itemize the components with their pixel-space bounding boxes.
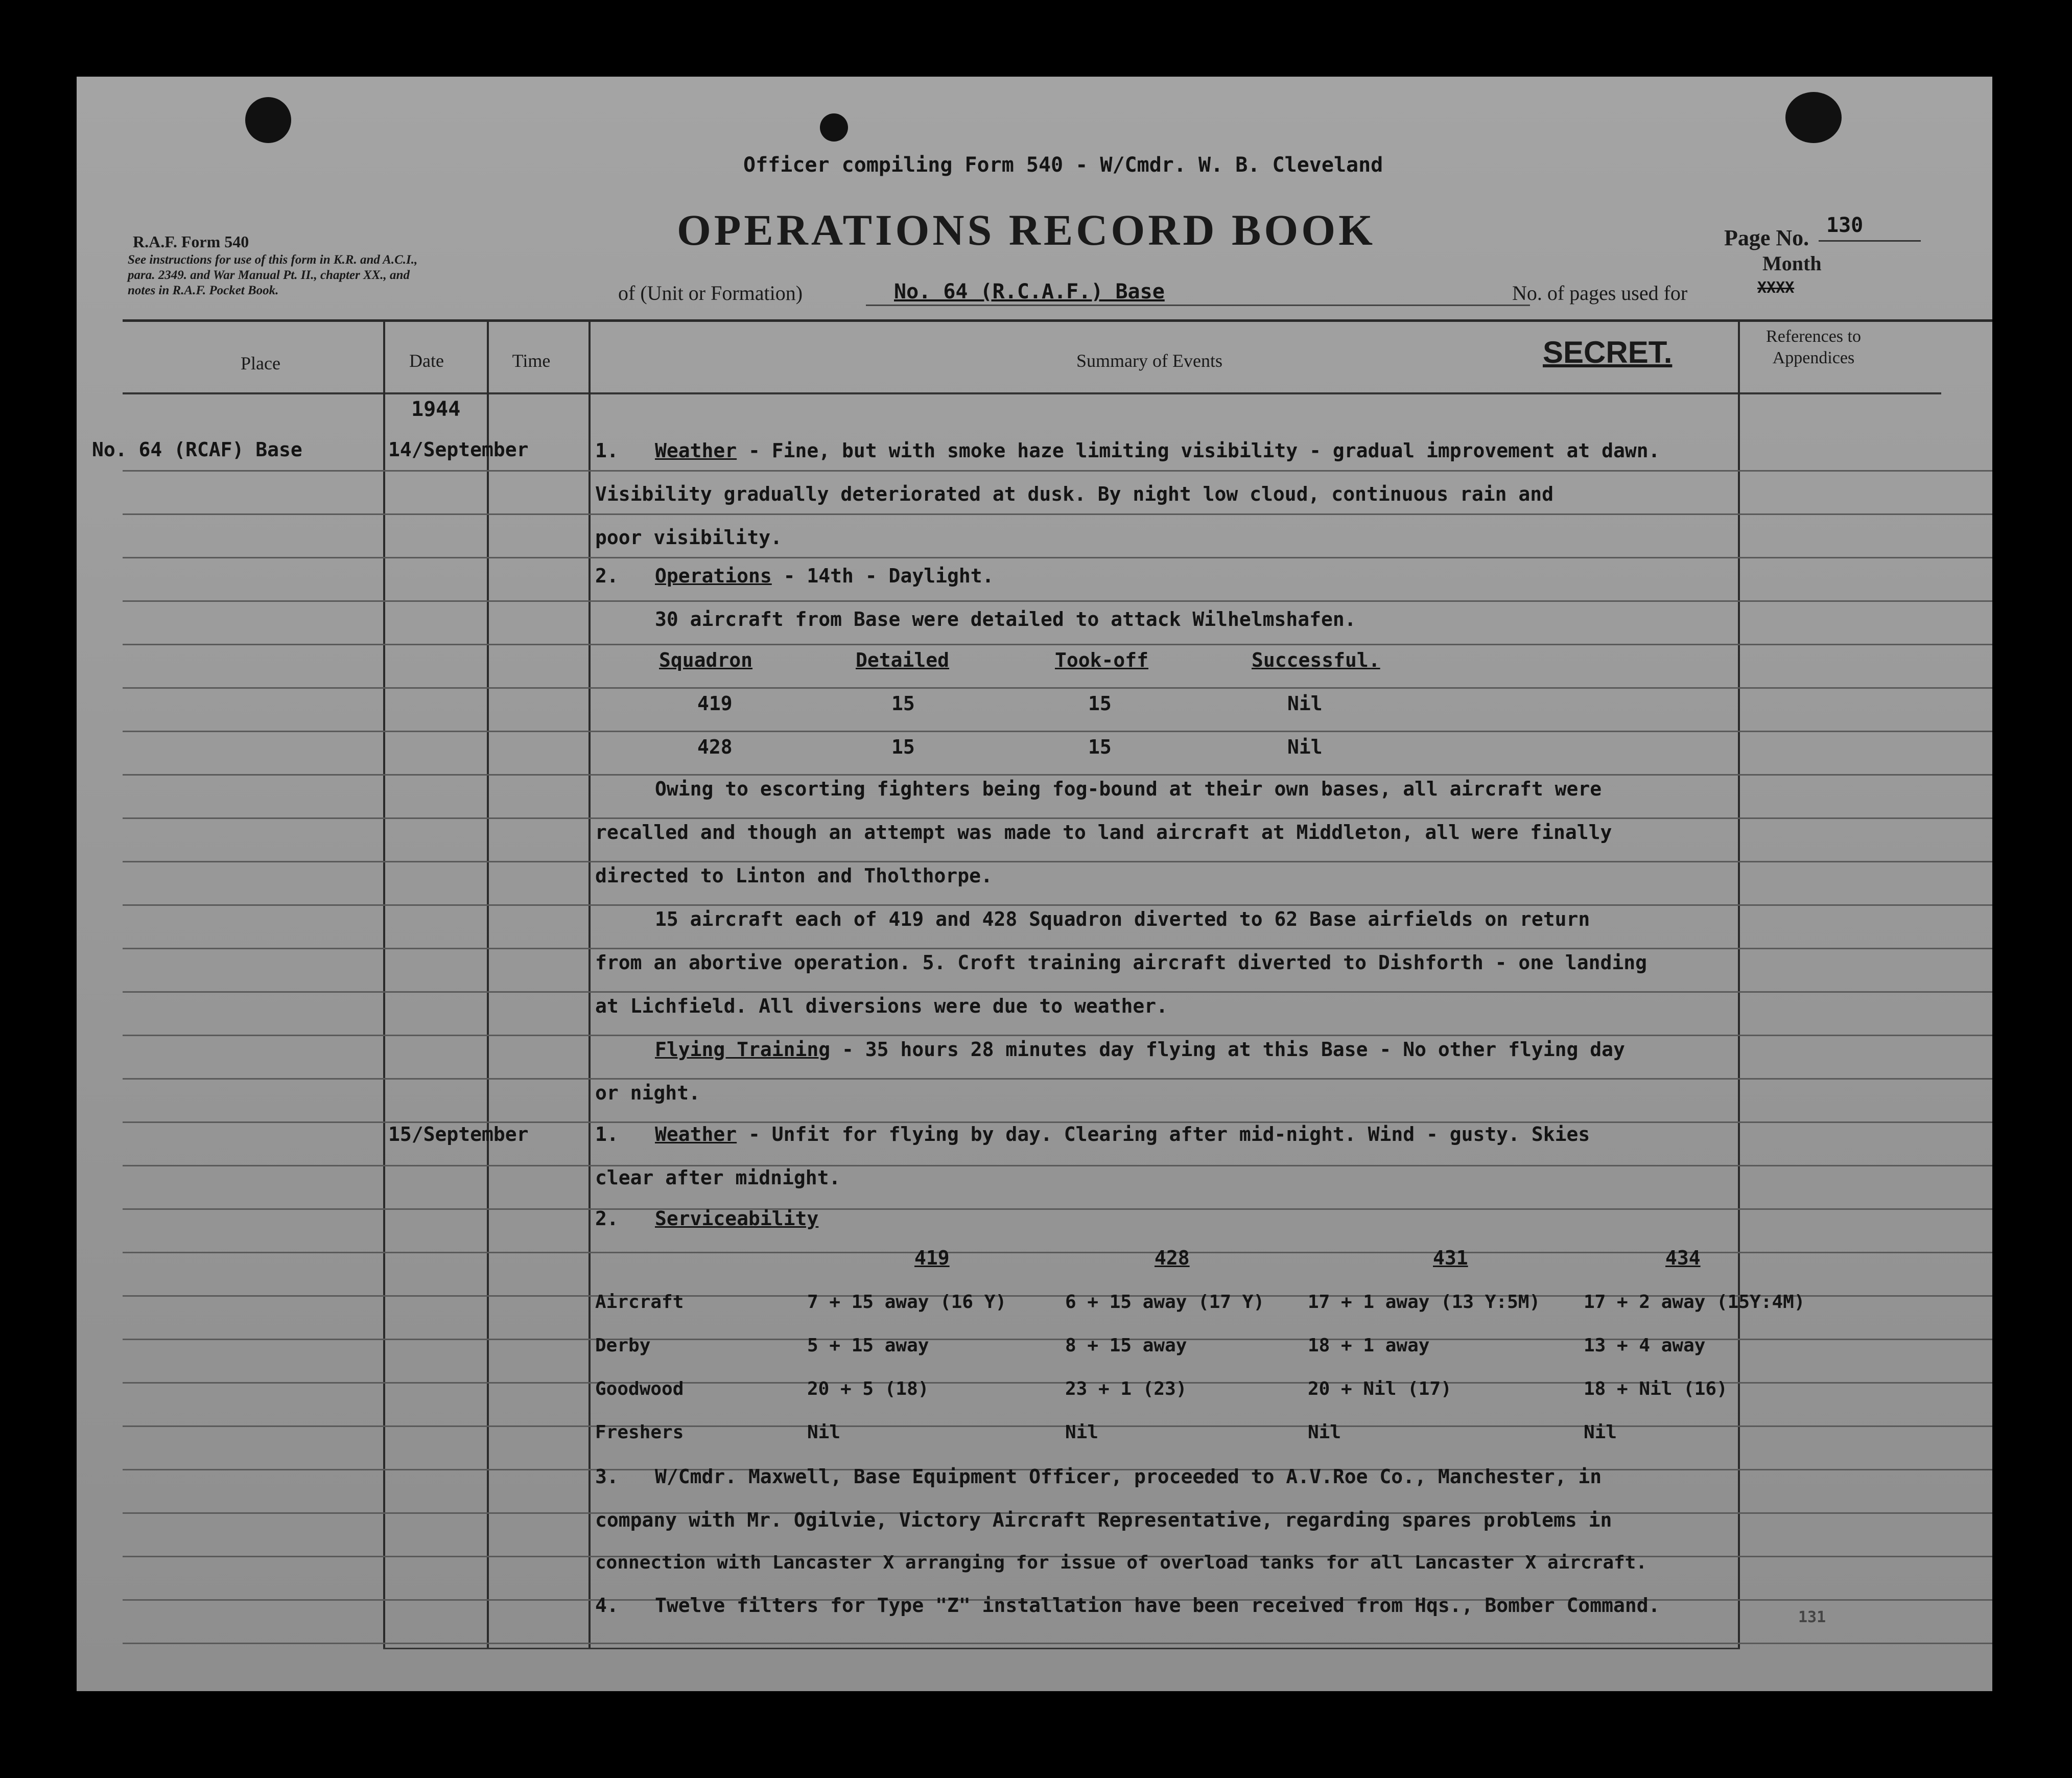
flying-training-line-b: or night. — [595, 1082, 700, 1104]
p2-line-e: directed to Linton and Tholthorpe. — [595, 864, 993, 887]
q1-line-a — [655, 1123, 1590, 1145]
p2-line-a — [655, 565, 994, 587]
q1-number: 1. — [595, 1123, 619, 1145]
q1-text-a: - Unfit for flying by day. Clearing after mid-night. Wind - gusty. Skies — [737, 1123, 1590, 1145]
unit-value: No. 64 (R.C.A.F.) Base — [894, 280, 1165, 303]
q1-heading: Weather — [655, 1123, 737, 1145]
binder-hole-left — [245, 97, 291, 143]
p1-number: 1. — [595, 439, 619, 462]
p1-line-b: Visibility gradually deteriorated at dusk. By night low cloud, continuous rain and — [595, 483, 1553, 505]
col-header-references: References to Appendices — [1766, 327, 1861, 367]
svc-row-goodwood-431: 20 + Nil (17) — [1308, 1378, 1452, 1399]
table-bottom-rule — [383, 1648, 1740, 1649]
page-no-label: Page No. — [1724, 225, 1809, 250]
p2-number: 2. — [595, 565, 619, 587]
page-no-underline — [1819, 240, 1921, 242]
svc-row-freshers-label: Freshers — [595, 1422, 684, 1443]
svc-row-aircraft-434: 17 + 2 away (15Y:4M) — [1584, 1292, 1805, 1313]
q1-line-b: clear after midnight. — [595, 1166, 841, 1189]
ops-row1-tookoff: 15 — [1088, 692, 1112, 715]
ops-header-squadron: Squadron — [659, 649, 753, 671]
svc-row-derby-419: 5 + 15 away — [807, 1335, 929, 1356]
q4-number: 4. — [595, 1594, 619, 1617]
p2-line-g: from an abortive operation. 5. Croft training aircraft diverted to Dishforth - one landing — [595, 951, 1647, 974]
ops-header-detailed: Detailed — [856, 649, 950, 671]
p2-line-f: 15 aircraft each of 419 and 428 Squadron diverted to 62 Base airfields on return — [655, 908, 1590, 930]
footer-page-number: 131 — [1798, 1608, 1826, 1626]
ops-row2-successful: Nil — [1287, 736, 1323, 758]
p1-line-a — [655, 439, 1660, 462]
svc-row-derby-label: Derby — [595, 1335, 651, 1356]
svc-row-derby-428: 8 + 15 away — [1065, 1335, 1187, 1356]
svc-row-goodwood-428: 23 + 1 (23) — [1065, 1378, 1187, 1399]
p2-line-h: at Lichfield. All diversions were due to weather. — [595, 995, 1168, 1017]
svc-row-goodwood-label: Goodwood — [595, 1378, 684, 1399]
ops-row2-squadron: 428 — [697, 736, 733, 758]
compiler-line: Officer compiling Form 540 - W/Cmdr. W. B. Cleveland — [743, 153, 1383, 177]
svc-row-aircraft-428: 6 + 15 away (17 Y) — [1065, 1292, 1265, 1313]
col-header-date: Date — [409, 350, 444, 371]
svc-row-freshers-431: Nil — [1308, 1422, 1341, 1443]
p2-heading: Operations — [655, 565, 772, 587]
header-bottom-rule — [123, 392, 1941, 394]
flying-training-text-a: - 35 hours 28 minutes day flying at this Base - No other flying day — [830, 1038, 1625, 1061]
form-name: R.A.F. Form 540 — [133, 232, 249, 251]
year: 1944 — [411, 397, 461, 421]
q2-heading: Serviceability — [655, 1207, 819, 1230]
svc-row-aircraft-431: 17 + 1 away (13 Y:5M) — [1308, 1292, 1541, 1313]
col-header-place: Place — [241, 353, 280, 373]
p1-heading: Weather — [655, 439, 737, 462]
ops-row2-tookoff: 15 — [1088, 736, 1112, 758]
p2-line-d: recalled and though an attempt was made to land aircraft at Middleton, all were finally — [595, 821, 1612, 844]
unit-label: of (Unit or Formation) — [618, 282, 803, 305]
binder-hole-right — [1785, 92, 1842, 143]
svc-header-434: 434 — [1665, 1247, 1701, 1269]
place-entry: No. 64 (RCAF) Base — [92, 438, 302, 461]
svc-row-derby-431: 18 + 1 away — [1308, 1335, 1430, 1356]
ops-row1-detailed: 15 — [891, 692, 915, 715]
p2-line-b: 30 aircraft from Base were detailed to attack Wilhelmshafen. — [655, 608, 1356, 630]
svc-row-goodwood-419: 20 + 5 (18) — [807, 1378, 929, 1399]
form-note-2: para. 2349. and War Manual Pt. II., chapter XX., and — [128, 268, 410, 282]
svc-row-derby-434: 13 + 4 away — [1584, 1335, 1706, 1356]
q4-line-a: Twelve filters for Type "Z" installation have been received from Hqs., Bomber Command. — [655, 1594, 1660, 1617]
form-note-3: notes in R.A.F. Pocket Book. — [128, 284, 279, 297]
p2-line-c: Owing to escorting fighters being fog-bound at their own bases, all aircraft were — [655, 778, 1602, 800]
ops-row1-squadron: 419 — [697, 692, 733, 715]
page-title: OPERATIONS RECORD BOOK — [677, 205, 1376, 254]
svc-row-freshers-428: Nil — [1065, 1422, 1099, 1443]
form-sheet — [77, 77, 1992, 1691]
svc-header-431: 431 — [1433, 1247, 1468, 1269]
ops-row2-detailed: 15 — [891, 736, 915, 758]
svc-row-aircraft-label: Aircraft — [595, 1292, 684, 1313]
p1-text-a: - Fine, but with smoke haze limiting visibility - gradual improvement at dawn. — [737, 439, 1660, 462]
secret-stamp: SECRET. — [1543, 335, 1673, 369]
col-header-summary: Summary of Events — [1076, 350, 1222, 371]
ops-header-tookoff: Took-off — [1055, 649, 1149, 671]
q3-number: 3. — [595, 1465, 619, 1488]
binder-hole-center — [820, 113, 848, 142]
table-top-rule — [123, 319, 1992, 322]
q3-line-a: W/Cmdr. Maxwell, Base Equipment Officer, proceeded to A.V.Roe Co., Manchester, in — [655, 1465, 1602, 1488]
svc-row-freshers-419: Nil — [807, 1422, 841, 1443]
flying-training-line-a — [655, 1038, 1625, 1061]
ops-row1-successful: Nil — [1287, 692, 1323, 715]
month-label: Month — [1762, 252, 1822, 275]
pages-used-label: No. of pages used for — [1512, 282, 1688, 305]
svc-header-428: 428 — [1155, 1247, 1190, 1269]
svc-row-aircraft-419: 7 + 15 away (16 Y) — [807, 1292, 1007, 1313]
svc-header-419: 419 — [914, 1247, 950, 1269]
svc-row-goodwood-434: 18 + Nil (16) — [1584, 1378, 1728, 1399]
unit-underline — [866, 305, 1530, 306]
p2-text-a: - 14th - Daylight. — [771, 565, 994, 587]
page-no-value: 130 — [1826, 214, 1864, 237]
flying-training-heading: Flying Training — [655, 1038, 831, 1061]
ops-header-successful: Successful. — [1252, 649, 1380, 671]
col-header-time: Time — [512, 350, 551, 371]
pages-used-value: XXXX — [1757, 279, 1795, 297]
form-note-1: See instructions for use of this form in K.R. and A.C.I., — [128, 253, 418, 267]
q3-line-c: connection with Lancaster X arranging for issue of overload tanks for all Lancaster X aircraft. — [595, 1552, 1647, 1573]
p1-line-c: poor visibility. — [595, 526, 783, 549]
date-15-september: 15/September — [388, 1123, 529, 1145]
svc-row-freshers-434: Nil — [1584, 1422, 1617, 1443]
q2-number: 2. — [595, 1207, 619, 1230]
q3-line-b: company with Mr. Ogilvie, Victory Aircraft Representative, regarding spares problems in — [595, 1509, 1612, 1531]
date-14-september: 14/September — [388, 438, 529, 461]
